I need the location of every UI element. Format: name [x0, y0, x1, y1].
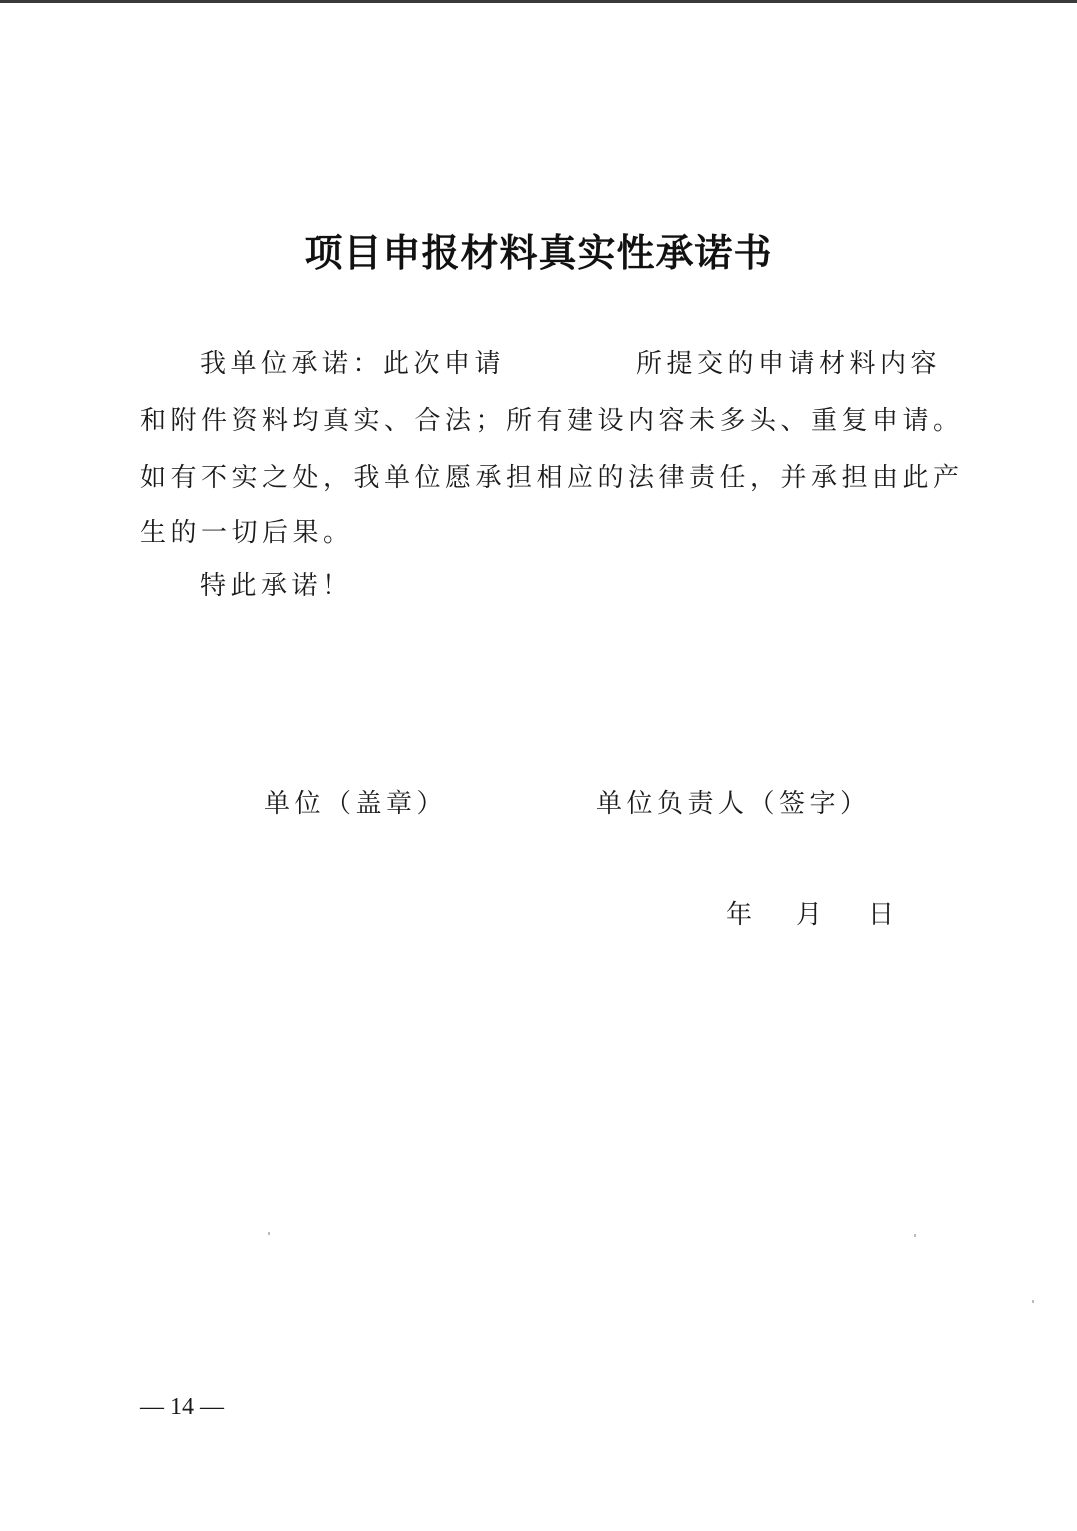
commitment-text-line1-part1: 我单位承诺：此次申请 — [200, 349, 506, 379]
leader-signature-label: 单位负责人（签字） — [596, 789, 871, 819]
commitment-text-line1-part2: 所提交的申请材料内容 — [636, 349, 942, 379]
commitment-text-line4: 生的一切后果。 — [140, 518, 354, 548]
date-year-label: 年 — [726, 900, 753, 930]
scan-speck — [268, 1232, 270, 1235]
date-line — [726, 894, 894, 931]
date-month-label: 月 — [796, 900, 823, 930]
commitment-text-line3: 如有不实之处，我单位愿承担相应的法律责任，并承担由此产 — [140, 463, 964, 493]
page-top-edge — [0, 0, 1077, 3]
date-day-label: 日 — [868, 900, 895, 930]
commitment-text-line2: 和附件资料均真实、合法；所有建设内容未多头、重复申请。 — [140, 406, 964, 436]
unit-seal-label: 单位（盖章） — [264, 789, 448, 819]
page-number: — 14 — — [140, 1394, 224, 1420]
scan-speck — [914, 1234, 916, 1237]
scan-speck — [1032, 1300, 1034, 1303]
closing-statement: 特此承诺！ — [200, 571, 353, 601]
document-title: 项目申报材料真实性承诺书 — [304, 231, 773, 275]
